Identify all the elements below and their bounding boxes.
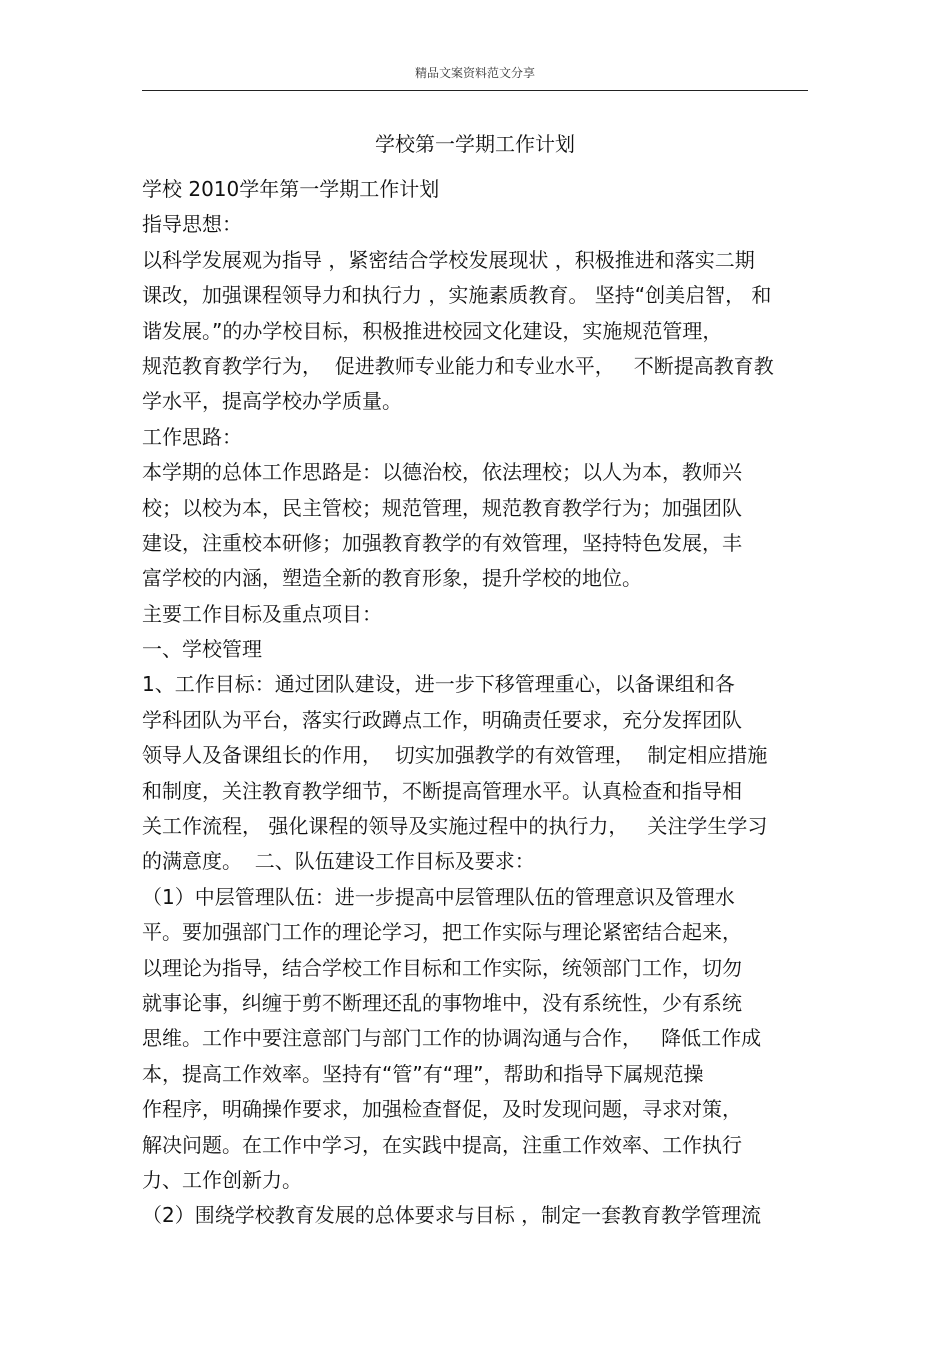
header-divider — [142, 90, 808, 91]
document-body — [142, 172, 812, 1234]
document-title: 学校第一学期工作计划 — [375, 132, 575, 156]
body-line: 主要工作目标及重点项目： — [142, 601, 382, 626]
body-line: 学水平，提高学校办学质量。 — [142, 389, 402, 414]
body-line: 的满意度。 二、队伍建设工作目标及要求： — [142, 849, 535, 874]
body-line: 指导思想： — [142, 212, 242, 237]
body-line: 工作思路： — [142, 424, 242, 449]
body-line: 就事论事，纠缠于剪不断理还乱的事物堆中，没有系统性，少有系统 — [142, 990, 742, 1015]
body-line: 建设，注重校本研修；加强教育教学的有效管理，坚持特色发展，丰 — [142, 530, 742, 555]
body-line: 谐发展。”的办学校目标，积极推进校园文化建设，实施规范管理， — [142, 318, 723, 343]
body-line: 平。要加强部门工作的理论学习，把工作实际与理论紧密结合起来， — [142, 920, 742, 945]
body-line: 富学校的内涵，塑造全新的教育形象，提升学校的地位。 — [142, 566, 642, 591]
body-line: 本学期的总体工作思路是：以德治校，依法理校；以人为本，教师兴 — [142, 460, 742, 485]
body-line: 力、工作创新力。 — [142, 1167, 302, 1192]
body-line: 规范教育教学行为， 促进教师专业能力和专业水平， 不断提高教育教 — [142, 353, 774, 378]
body-line: 本，提高工作效率。坚持有“管”有“理”，帮助和指导下属规范操 — [142, 1061, 704, 1086]
body-line: 关工作流程， 强化课程的领导及实施过程中的执行力， 关注学生学习 — [142, 814, 768, 839]
body-line: （2）围绕学校教育发展的总体要求与目标 ，制定一套教育教学管理流 — [142, 1203, 762, 1228]
body-line: 学校 2010学年第一学期工作计划 — [142, 177, 440, 201]
body-line: 领导人及备课组长的作用， 切实加强教学的有效管理， 制定相应措施 — [142, 743, 768, 768]
body-line: 1、工作目标：通过团队建设，进一步下移管理重心，以备课组和各 — [142, 672, 735, 697]
body-line: 一、学校管理 — [142, 637, 262, 662]
body-line: 学科团队为平台，落实行政蹲点工作，明确责任要求，充分发挥团队 — [142, 707, 742, 732]
body-line: （1）中层管理队伍：进一步提高中层管理队伍的管理意识及管理水 — [142, 884, 735, 909]
body-line: 以科学发展观为指导 ，紧密结合学校发展现状 ，积极推进和落实二期 — [142, 247, 755, 272]
body-line: 和制度，关注教育教学细节，不断提高管理水平。认真检查和指导相 — [142, 778, 742, 803]
body-line: 课改，加强课程领导力和执行力 ，实施素质教育。 坚持“创美启智， 和 — [142, 283, 772, 308]
body-line: 思维。工作中要注意部门与部门工作的协调沟通与合作， 降低工作成 — [142, 1026, 762, 1051]
body-line: 解决问题。在工作中学习，在实践中提高，注重工作效率、工作执行 — [142, 1132, 742, 1157]
page-header: 精品文案资料范文分享 — [414, 66, 535, 80]
body-line: 以理论为指导，结合学校工作目标和工作实际，统领部门工作，切勿 — [142, 955, 742, 980]
body-line: 校；以校为本，民主管校；规范管理，规范教育教学行为；加强团队 — [142, 495, 742, 520]
body-line: 作程序，明确操作要求，加强检查督促，及时发现问题，寻求对策， — [142, 1097, 742, 1122]
